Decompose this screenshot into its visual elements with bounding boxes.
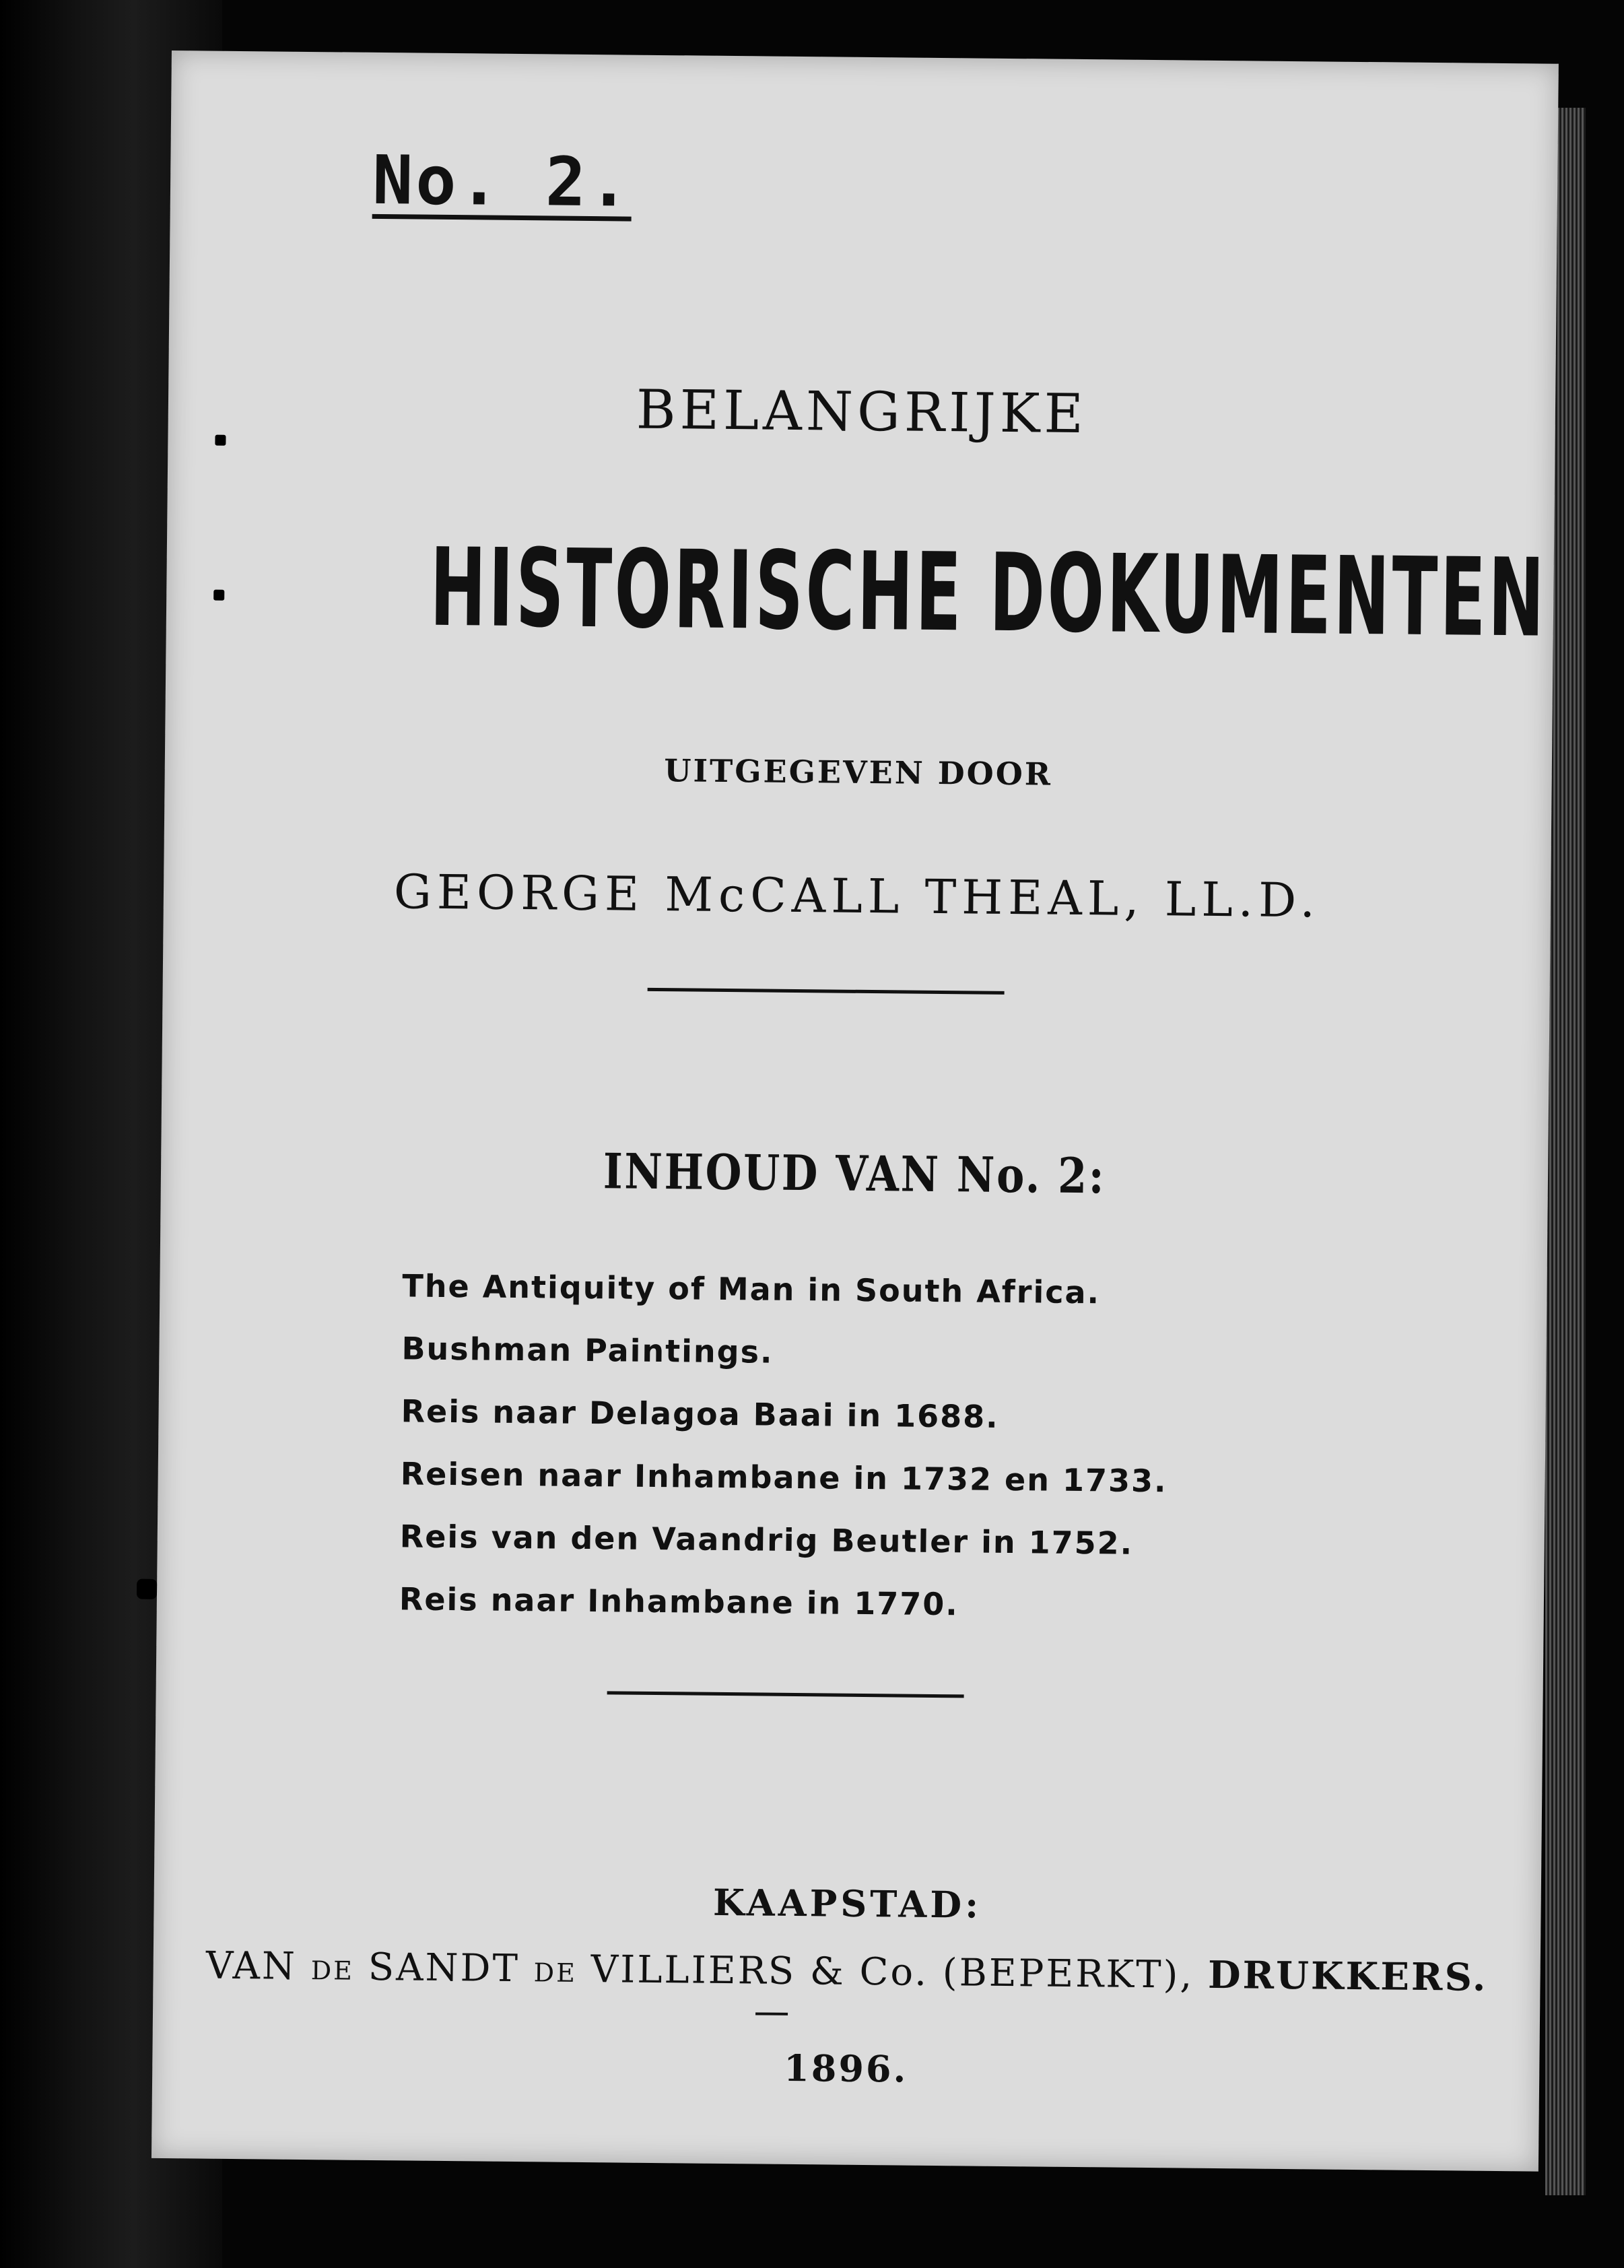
author-name: GEORGE McCALL THEAL, LL.D. xyxy=(393,864,1321,929)
divider-rule xyxy=(607,1691,964,1698)
imprint-place: KAAPSTAD: xyxy=(712,1880,982,1927)
printer-word: VILLIERS & Co. xyxy=(590,1947,929,1995)
list-item: The Antiquity of Man in South Africa. xyxy=(402,1267,1101,1311)
imprint-printer xyxy=(153,1943,1541,2001)
divider-rule xyxy=(648,988,1005,995)
list-item: Bushman Paintings. xyxy=(401,1330,774,1370)
volume-mark: No. 2. xyxy=(372,140,632,222)
printer-word: VAN xyxy=(205,1943,298,1989)
title-page xyxy=(151,51,1559,2172)
list-item: Reis naar Inhambane in 1770. xyxy=(399,1580,959,1623)
published-by-label: UITGEGEVEN DOOR xyxy=(664,752,1053,793)
printer-word: (BEPERKT), xyxy=(942,1951,1194,1997)
short-rule xyxy=(755,2012,788,2015)
binding-stitch xyxy=(213,590,224,601)
title-line-1: BELANGRIJKE xyxy=(636,378,1088,446)
contents-heading: INHOUD VAN No. 2: xyxy=(603,1142,1106,1205)
contents-list xyxy=(399,1255,1169,1638)
imprint-year: 1896. xyxy=(783,2046,908,2091)
list-item: Reis naar Delagoa Baai in 1688. xyxy=(401,1393,999,1435)
list-item: Reis van den Vaandrig Beutler in 1752. xyxy=(399,1518,1134,1562)
binding-stitch xyxy=(137,1579,157,1599)
printer-word: DRUKKERS. xyxy=(1207,1952,1488,2000)
printer-word: SANDT xyxy=(368,1945,520,1991)
printer-word: DE xyxy=(310,1956,355,1986)
printer-word: DE xyxy=(533,1958,578,1988)
main-title: HISTORISCHE DOKUMENTEN xyxy=(429,524,1547,661)
list-item: Reisen naar Inhambane in 1732 en 1733. xyxy=(400,1455,1168,1500)
